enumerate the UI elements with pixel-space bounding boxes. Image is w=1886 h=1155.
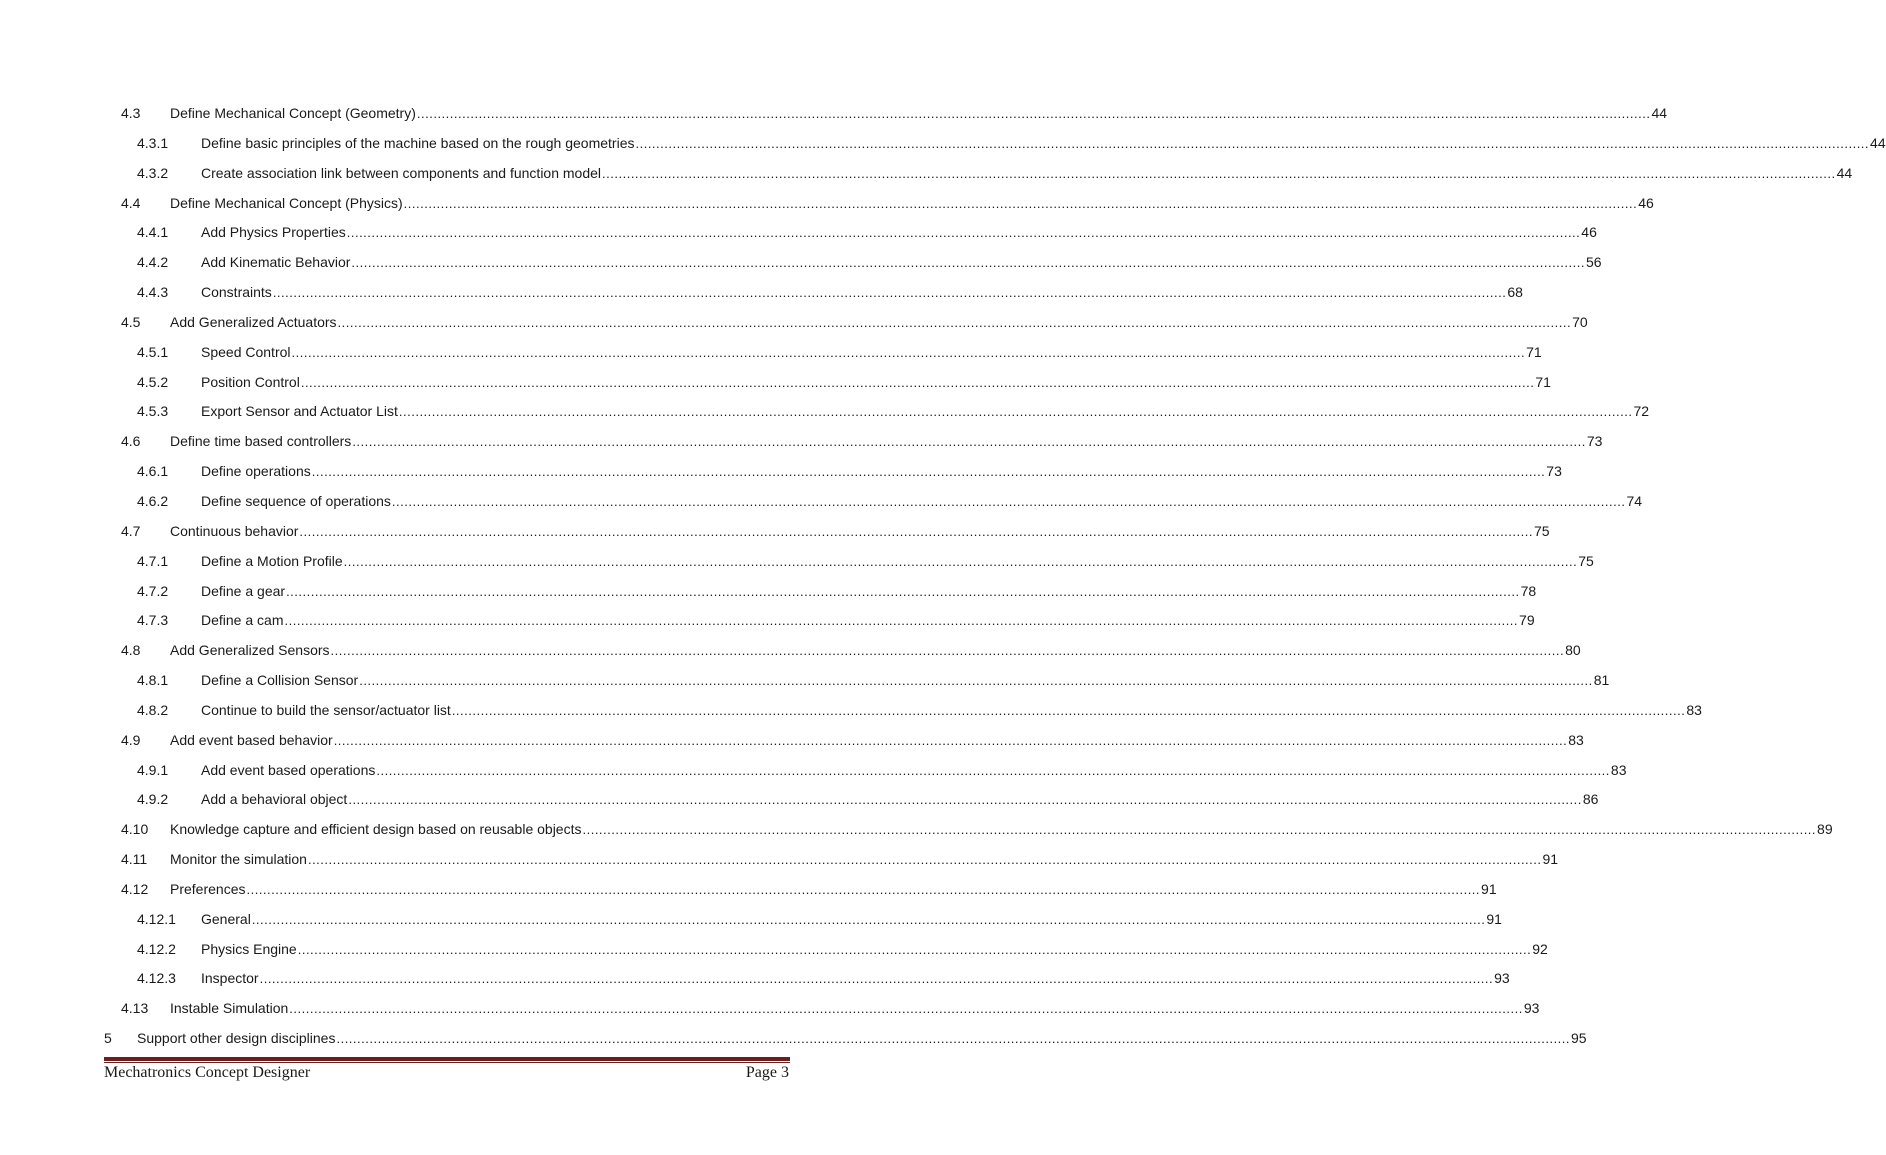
toc-entry-page: 92 (1531, 935, 1548, 965)
toc-entry-page: 93 (1523, 994, 1540, 1024)
toc-entry-title: Instable Simulation (170, 994, 289, 1024)
toc-entry[interactable] (0, 397, 1650, 427)
toc-entry-page: 75 (1577, 547, 1594, 577)
toc-entry-title: Create association link between components and function model (201, 159, 602, 189)
toc-dot-leader: ............................................................................................................................................................................................................................................................................................................ (359, 673, 1593, 689)
toc-dot-leader: ............................................................................................................................................................................................................................................................................................................ (333, 732, 1568, 748)
toc-dot-leader: ............................................................................................................................................................................................................................................................................................................ (251, 911, 1486, 927)
toc-dot-leader: ............................................................................................................................................................................................................................................................................................................ (403, 195, 1638, 211)
toc-dot-leader: ............................................................................................................................................................................................................................................................................................................ (297, 941, 1532, 957)
toc-entry-number: 4.4.2 (137, 254, 169, 271)
toc-dot-leader: ............................................................................................................................................................................................................................................................................................................ (451, 702, 1686, 718)
toc-entry-title: Continuous behavior (170, 517, 299, 547)
toc-dot-leader: ............................................................................................................................................................................................................................................................................................................ (336, 1031, 1571, 1047)
toc-dot-leader: ............................................................................................................................................................................................................................................................................................................ (291, 344, 1526, 360)
toc-entry[interactable] (0, 218, 1597, 248)
toc-entry-title: Add event based operations (201, 756, 376, 786)
toc-entry-page: 83 (1610, 756, 1627, 786)
toc-entry[interactable] (0, 845, 1559, 875)
toc-dot-leader: ............................................................................................................................................................................................................................................................................................................ (352, 434, 1586, 450)
toc-entry-title: Define a Collision Sensor (201, 666, 359, 696)
toc-entry-number: 4.12 (121, 880, 149, 897)
toc-entry-number: 4.11 (121, 851, 148, 868)
toc-entry[interactable] (0, 547, 1594, 577)
toc-entry-page: 81 (1593, 666, 1610, 696)
toc-entry-page: 56 (1585, 248, 1602, 278)
toc-dot-leader: ............................................................................................................................................................................................................................................................................................................ (330, 643, 1565, 659)
toc-entry-title: General (201, 905, 252, 935)
toc-entry-number: 4.12.1 (137, 910, 176, 927)
toc-entry[interactable] (0, 129, 1886, 159)
toc-entry-number: 4.10 (121, 821, 149, 838)
toc-entry-page: 44 (1869, 129, 1886, 159)
toc-entry[interactable] (0, 338, 1542, 368)
toc-entry-number: 4.6.1 (137, 463, 169, 480)
toc-entry[interactable] (0, 935, 1548, 965)
toc-entry-title: Export Sensor and Actuator List (201, 397, 399, 427)
toc-entry-title: Continue to build the sensor/actuator list (201, 696, 452, 726)
toc-entry-number: 4.5.1 (137, 343, 169, 360)
toc-entry-title: Define operations (201, 457, 312, 487)
toc-entry[interactable] (0, 905, 1502, 935)
toc-entry-number: 4.8 (121, 642, 141, 659)
toc-entry-page: 91 (1480, 875, 1497, 905)
toc-entry-number: 4.5 (121, 313, 141, 330)
toc-entry[interactable] (0, 308, 1588, 338)
toc-dot-leader: ............................................................................................................................................................................................................................................................................................................ (246, 881, 1481, 897)
toc-entry-title: Define time based controllers (170, 427, 352, 457)
toc-entry[interactable] (0, 815, 1833, 845)
toc-entry-title: Define basic principles of the machine based on the rough geometries (201, 129, 635, 159)
toc-entry-page: 71 (1525, 338, 1542, 368)
toc-entry-number: 4.7 (121, 522, 141, 539)
toc-entry-number: 4.8.1 (137, 672, 169, 689)
toc-entry-number: 4.7.2 (137, 582, 169, 599)
toc-entry-title: Knowledge capture and efficient design based on reusable objects (170, 815, 582, 845)
footer-page-number: Page 3 (745, 1064, 789, 1081)
toc-dot-leader: ............................................................................................................................................................................................................................................................................................................ (307, 852, 1542, 868)
toc-entry-number: 4.3.1 (137, 134, 169, 151)
toc-entry-page: 74 (1625, 487, 1642, 517)
toc-entry-title: Define a cam (201, 606, 284, 636)
toc-entry-page: 44 (1650, 99, 1667, 129)
toc-entry-title: Constraints (201, 278, 273, 308)
toc-entry-page: 86 (1582, 785, 1599, 815)
footer-rule-thin (104, 1062, 790, 1063)
toc-entry[interactable] (0, 368, 1551, 398)
toc-entry-number: 4.8.2 (137, 701, 169, 718)
toc-entry-title: Add Generalized Actuators (170, 308, 338, 338)
toc-entry-number: 4.12.2 (137, 940, 176, 957)
toc-entry-page: 68 (1506, 278, 1523, 308)
toc-entry-number: 4.4.3 (137, 284, 169, 301)
footer-rule (104, 1057, 790, 1061)
toc-entry[interactable] (0, 159, 1853, 189)
toc-dot-leader: ............................................................................................................................................................................................................................................................................................................ (602, 165, 1836, 181)
toc-dot-leader: ............................................................................................................................................................................................................................................................................................................ (348, 792, 1582, 808)
toc-dot-leader: ............................................................................................................................................................................................................................................................................................................ (343, 553, 1578, 569)
toc-dot-leader: ............................................................................................................................................................................................................................................................................................................ (300, 374, 1535, 390)
toc-entry-title: Add Physics Properties (201, 218, 347, 248)
toc-entry-title: Define a gear (201, 577, 286, 607)
toc-entry-page: 80 (1564, 636, 1581, 666)
toc-entry[interactable] (0, 457, 1562, 487)
toc-entry[interactable] (0, 785, 1599, 815)
toc-entry[interactable] (0, 696, 1702, 726)
toc-entry-number: 4.6.2 (137, 492, 169, 509)
toc-entry[interactable] (0, 756, 1627, 786)
toc-dot-leader: ............................................................................................................................................................................................................................................................................................................ (284, 613, 1519, 629)
toc-entry-page: 93 (1493, 964, 1510, 994)
toc-entry-number: 4.5.2 (137, 373, 169, 390)
toc-dot-leader: ............................................................................................................................................................................................................................................................................................................ (259, 971, 1494, 987)
toc-entry-number: 4.6 (121, 433, 141, 450)
toc-entry-title: Support other design disciplines (137, 1024, 336, 1054)
toc-entry[interactable] (0, 1024, 1587, 1054)
toc-entry-number: 4.4.1 (137, 224, 169, 241)
toc-entry-page: 71 (1534, 368, 1551, 398)
toc-entry-page: 79 (1518, 606, 1535, 636)
toc-entry-number: 4.7.3 (137, 612, 169, 629)
toc-dot-leader: ............................................................................................................................................................................................................................................................................................................ (289, 1001, 1523, 1017)
toc-entry-page: 70 (1571, 308, 1588, 338)
toc-entry[interactable] (0, 875, 1497, 905)
toc-entry-title: Inspector (201, 964, 260, 994)
toc-dot-leader: ............................................................................................................................................................................................................................................................................................................ (391, 493, 1626, 509)
toc-dot-leader: ............................................................................................................................................................................................................................................................................................................ (582, 822, 1817, 838)
toc-entry-title: Add event based behavior (170, 726, 334, 756)
toc-entry-page: 44 (1836, 159, 1853, 189)
toc-entry-title: Monitor the simulation (170, 845, 308, 875)
toc-entry-number: 4.13 (121, 1000, 149, 1017)
toc-entry[interactable] (0, 487, 1643, 517)
toc-entry-title: Preferences (170, 875, 246, 905)
toc-entry-number: 4.5.3 (137, 403, 169, 420)
toc-entry-page: 78 (1520, 577, 1537, 607)
toc-dot-leader: ............................................................................................................................................................................................................................................................................................................ (272, 285, 1507, 301)
toc-entry[interactable] (0, 726, 1584, 756)
toc-entry[interactable] (0, 636, 1581, 666)
toc-entry[interactable] (0, 577, 1537, 607)
toc-entry-page: 73 (1545, 457, 1562, 487)
toc-entry-number: 4.3.2 (137, 164, 169, 181)
toc-entry[interactable] (0, 517, 1550, 547)
toc-entry-page: 72 (1632, 397, 1649, 427)
toc-entry-title: Add Generalized Sensors (170, 636, 331, 666)
toc-entry-page: 46 (1580, 218, 1597, 248)
toc-entry-number: 5 (104, 1030, 112, 1047)
toc-entry-number: 4.3 (121, 105, 141, 121)
toc-entry-title: Speed Control (201, 338, 292, 368)
toc-entry-page: 91 (1542, 845, 1559, 875)
toc-dot-leader: ............................................................................................................................................................................................................................................................................................................ (351, 255, 1585, 271)
toc-entry-number: 4.4 (121, 194, 141, 211)
toc-entry-page: 83 (1567, 726, 1584, 756)
toc-entry-number: 4.7.1 (137, 552, 169, 569)
toc-entry[interactable] (0, 248, 1602, 278)
toc-entry-page: 46 (1637, 189, 1654, 219)
toc-dot-leader: ............................................................................................................................................................................................................................................................................................................ (337, 314, 1572, 330)
toc-entry[interactable] (0, 189, 1654, 219)
toc-entry-title: Physics Engine (201, 935, 298, 965)
toc-entry-page: 75 (1533, 517, 1550, 547)
toc-entry[interactable] (0, 99, 1668, 129)
toc-entry[interactable] (0, 427, 1603, 457)
toc-entry-title: Define Mechanical Concept (Physics) (170, 189, 404, 219)
table-of-contents (0, 99, 1886, 1054)
toc-entry[interactable] (0, 964, 1510, 994)
toc-entry-number: 4.9.2 (137, 791, 169, 808)
toc-entry[interactable] (0, 606, 1535, 636)
footer-document-title: Mechatronics Concept Designer (104, 1064, 311, 1081)
toc-dot-leader: ............................................................................................................................................................................................................................................................................................................ (635, 135, 1870, 151)
toc-dot-leader: ............................................................................................................................................................................................................................................................................................................ (346, 225, 1581, 241)
toc-dot-leader: ............................................................................................................................................................................................................................................................................................................ (286, 583, 1520, 599)
toc-dot-leader: ............................................................................................................................................................................................................................................................................................................ (398, 404, 1633, 420)
toc-dot-leader: ............................................................................................................................................................................................................................................................................................................ (311, 464, 1546, 480)
toc-entry[interactable] (0, 278, 1523, 308)
toc-entry[interactable] (0, 994, 1540, 1024)
toc-entry[interactable] (0, 666, 1610, 696)
toc-entry-page: 73 (1586, 427, 1603, 457)
toc-entry-number: 4.9.1 (137, 761, 169, 778)
toc-entry-title: Position Control (201, 368, 301, 398)
toc-entry-page: 83 (1685, 696, 1702, 726)
toc-entry-number: 4.12.3 (137, 970, 176, 987)
toc-entry-page: 89 (1816, 815, 1833, 845)
toc-entry-number: 4.9 (121, 731, 141, 748)
toc-entry-title: Define a Motion Profile (201, 547, 344, 577)
toc-entry-title: Define sequence of operations (201, 487, 392, 517)
toc-entry-page: 95 (1570, 1024, 1587, 1054)
toc-entry-title: Add a behavioral object (201, 785, 348, 815)
toc-entry-title: Define Mechanical Concept (Geometry) (170, 99, 417, 129)
toc-dot-leader: ............................................................................................................................................................................................................................................................................................................ (376, 762, 1610, 778)
toc-entry-title: Add Kinematic Behavior (201, 248, 351, 278)
toc-dot-leader: ............................................................................................................................................................................................................................................................................................................ (299, 523, 1533, 539)
toc-dot-leader: ............................................................................................................................................................................................................................................................................................................ (416, 106, 1651, 121)
toc-entry-page: 91 (1485, 905, 1502, 935)
